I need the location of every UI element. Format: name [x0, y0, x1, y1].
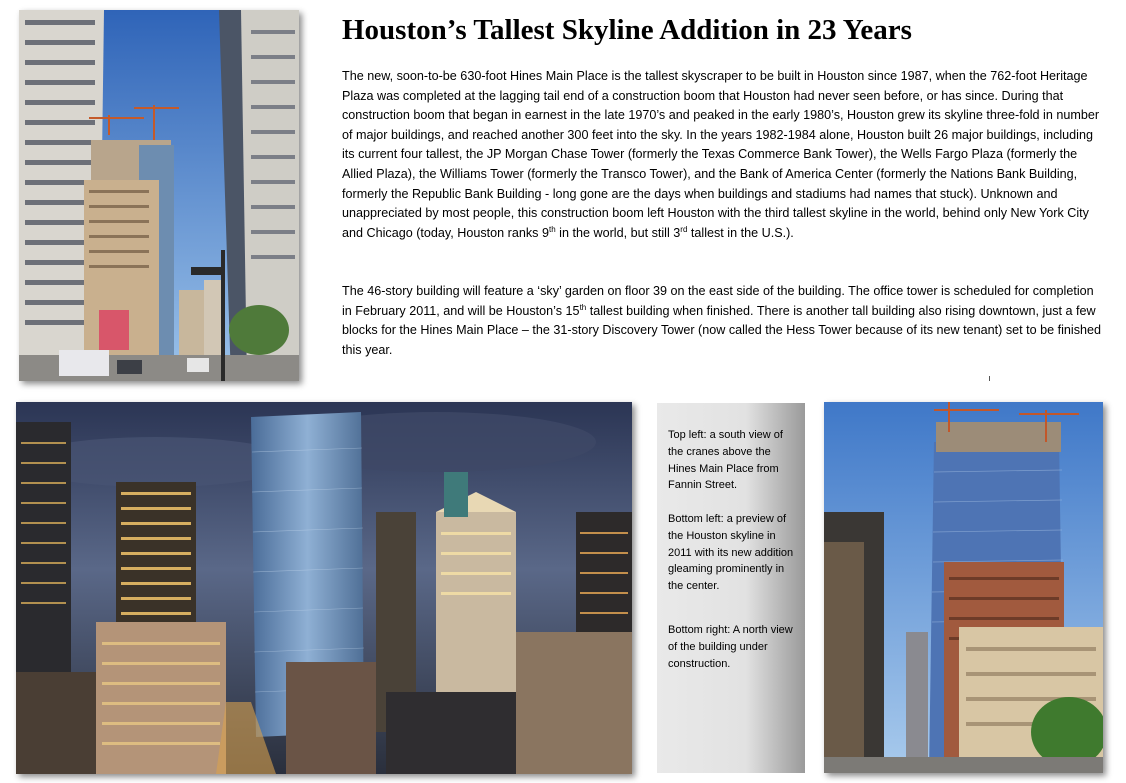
divider-mark — [989, 376, 990, 381]
caption-panel — [657, 403, 805, 773]
ordinal-suffix: rd — [680, 224, 688, 234]
paragraph-features-text-a: The 46-story building will feature a ‘sky’ garden on floor 39 on the east side of the building. The office tower is scheduled for completion in February 2011, and will be Houston’s 15 — [342, 284, 1094, 318]
paragraph-history — [342, 67, 1104, 243]
caption-bottom-right: Bottom right: A north view of the building under construction. — [668, 624, 793, 670]
paragraph-history-text-b: in the world, but still 3 — [555, 225, 681, 240]
photo-cranes-fannin-street — [19, 10, 299, 381]
paragraph-history-text-c: tallest in the U.S.). — [687, 225, 794, 240]
photo-houston-skyline-2011 — [16, 402, 632, 774]
page-title: Houston’s Tallest Skyline Addition in 23 Years — [342, 14, 912, 46]
ordinal-suffix: th — [579, 302, 587, 312]
paragraph-features — [342, 282, 1104, 360]
paragraph-history-text-a: The new, soon-to-be 630-foot Hines Main Place is the tallest skyscraper to be built in Houston since 1987, when the 762-foot Heritage Plaza was completed at the lagging tail end of a construction boom that Houston had never seen before, or has since. During that construction boom that began in earnest in the late 1970’s and peaked in the early 1980’s, Houston grew its skyline three-fold in number of major buildings, and reached another 300 feet into the sky. In the years 1982-1984 alone, Houston built 26 major buildings, including its current four tallest, the JP Morgan Chase Tower (formerly the Texas Commerce Bank Tower), the Wells Fargo Plaza (formerly the Allied Plaza), the Williams Tower (formerly the Transco Tower), and the Bank of America Center (formerly the Nations Bank Building, formerly the Republic Bank Building - long gone are the days when buildings and stadiums had names that stuck). Unknown and unappreciated by most people, this construction boom left Houston with the third tallest skyline in the world, behind only New York City and Chicago (today, Houston ranks 9 — [342, 69, 1100, 240]
photo-north-view-construction — [824, 402, 1103, 773]
caption-bottom-left: Bottom left: a preview of the Houston skyline in 2011 with its new addition gleaming prominently in the center. — [668, 513, 794, 593]
paragraph-features-text-b: tallest building when finished. There is another tall building also rising downtown, just a few blocks for the Hines Main Place – the 31-story Discovery Tower (now called the Hess Tower because of its new tenant) set to be finished this year. — [342, 303, 1102, 357]
ordinal-suffix: th — [549, 224, 556, 234]
caption-top-left: Top left: a south view of the cranes above the Hines Main Place from Fannin Street. — [668, 429, 783, 492]
